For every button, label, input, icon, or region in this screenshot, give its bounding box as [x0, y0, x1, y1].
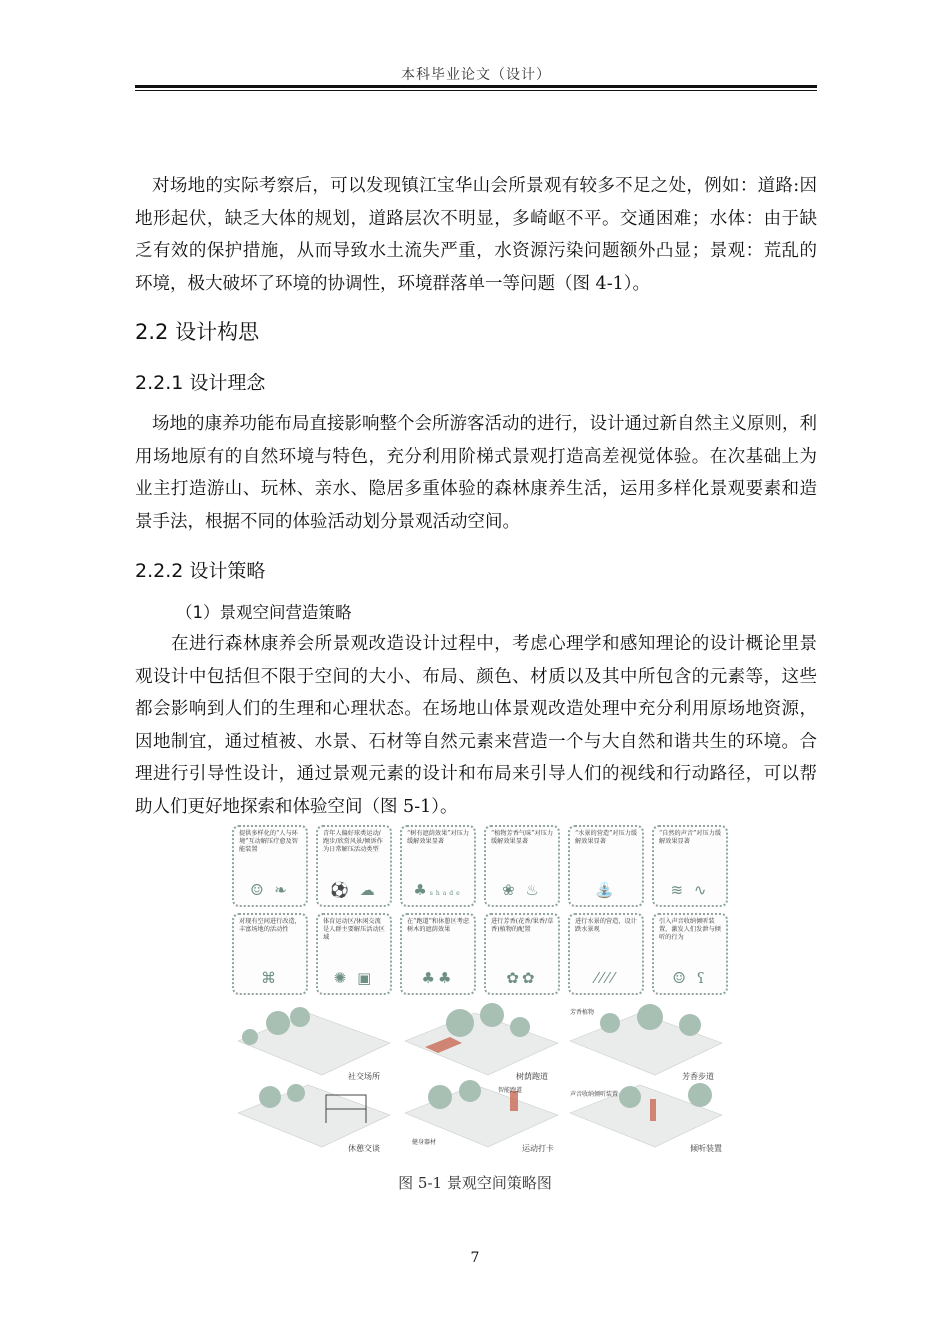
scene-label: 休憩交谈 — [348, 1144, 380, 1153]
scene-label: 树荫跑道 — [516, 1072, 548, 1081]
strategy-card: 体育运动区/休闲交流是人群主要解压活动区域 ✺ ▣ — [316, 913, 392, 995]
strategy-card: 进行水景的营造，设计跌水景观 ⁄⁄⁄⁄ — [568, 913, 644, 995]
strategy-card: 在“跑道”和休憩区考虑树木的遮荫效果 ♣♣ — [400, 913, 476, 995]
trees-icon: ♣♣ — [421, 969, 455, 987]
strategy-card: “自然的声音”对压力缓解效果显著 ≋ ∿ — [652, 825, 728, 907]
tree-shade-icon: ♣shade — [413, 881, 463, 899]
paragraph-design-concept: 场地的康养功能布局直接影响整个会所游客活动的进行，设计通过新自然主义原则，利用场地原有的自然环境与特色，充分利用阶梯式景观打造高差视觉体验。在次基础上为业主打造游山、玩林、亲水、隐居多重体验的森林康养生活，运用多样化景观要素和造景手法，根据不同的体验活动划分景观活动空间。 — [135, 414, 817, 532]
strategy-card: 提供多样化的“人与环境”互动解压疗愈及智能装置 ☺ ❧ — [232, 825, 308, 907]
axonometric-scenes — [230, 1003, 725, 1157]
runner-icon: ⚽ ☁ — [330, 881, 378, 899]
scene-platform — [238, 1013, 390, 1075]
strategy-card: 进行芳香(花香/果香/草香)植物的配置 ✿✿ — [484, 913, 560, 995]
flower-scent-icon: ❀ ♨ — [502, 881, 542, 899]
figure-landscape-strategy — [230, 825, 725, 1157]
strategy-card: 对现有空间进行改造，丰富场地的活动性 ⌘ — [232, 913, 308, 995]
network-icon: ⌘ — [261, 969, 279, 987]
scene-label: 社交场所 — [348, 1072, 380, 1081]
scene-label: 芳香步道 — [682, 1072, 714, 1081]
scene-label: 运动打卡 — [522, 1144, 554, 1153]
strategy-card: “植物芳香气味”对压力缓解效果显著 ❀ ♨ — [484, 825, 560, 907]
scene-label: 倾听装置 — [690, 1144, 722, 1153]
heading-strategy-1: （1）景观空间营造策略 — [176, 603, 352, 622]
heading-2-2-2: 2.2.2 设计策略 — [135, 560, 266, 582]
paragraph-space-strategy: 在进行森林康养会所景观改造设计过程中，考虑心理学和感知理论的设计概论里景观设计中包括但不限于空间的大小、布局、颜色、材质以及其中所包含的元素等，这些都会影响到人们的生理和心理状态。在场地山体景观改造处理中充分利用原场地资源，因地制宜，通过植被、水景、石材等自然元素来营造一个与大自然和谐共生的环境。合理进行引导性设计，通过景观元素的设计和布局来引导人们的视线和行动路径，可以帮助人们更好地探索和体验空间（图 5-1）。 — [135, 634, 817, 817]
strategy-card: “树有遮荫效果”对压力缓解效果显著 ♣shade — [400, 825, 476, 907]
header-rule-thick — [135, 85, 817, 88]
fountain-icon: ⛲ — [595, 881, 617, 899]
header-rule-thin — [135, 90, 817, 91]
running-header: 本科毕业论文（设计） — [401, 67, 551, 83]
heading-2-2: 2.2 设计构思 — [135, 320, 260, 344]
sport-icon: ✺ ▣ — [333, 969, 375, 987]
figure-caption: 图 5-1 景观空间策略图 — [398, 1174, 552, 1192]
strategy-card: 引入声音收纳倾听装置，激发人们发泄与倾听的行为 ☺ ʕ — [652, 913, 728, 995]
paragraph-site-survey: 对场地的实际考察后，可以发现镇江宝华山会所景观有较多不足之处，例如：道路:因地形起伏，缺乏大体的规划，道路层次不明显，多崎岖不平。交通困难；水体：由于缺乏有效的保护措施，从而导致水土流失严重，水资源污染问题额外凸显；景观：荒乱的环境，极大破坏了环境的协调性，环境群落单一等问题（图 4-1）。 — [135, 176, 817, 294]
ear-icon: ☺ ʕ — [672, 969, 708, 987]
plants-icon: ✿✿ — [506, 969, 538, 987]
sound-wave-icon: ≋ ∿ — [670, 881, 710, 899]
scene-tag: 芳香植物 — [570, 1009, 595, 1016]
scene-tag: 声音收纳倾听装置 — [570, 1091, 619, 1098]
rain-icon: ⁄⁄⁄⁄ — [594, 969, 618, 987]
strategy-card: “水景的营造”对压力缓解效果显著 ⛲ — [568, 825, 644, 907]
scene-tag: 智能跑道 — [498, 1087, 523, 1094]
scene-platform — [405, 1013, 558, 1075]
scene-tag: 健身器材 — [412, 1139, 437, 1146]
people-leaf-icon: ☺ ❧ — [250, 881, 290, 899]
page-number: 7 — [470, 1250, 480, 1266]
heading-2-2-1: 2.2.1 设计理念 — [135, 372, 266, 394]
strategy-card: 青年人偏好球类运动/跑步/欣赏风景/倾诉作为日常解压活动类型 ⚽ ☁ — [316, 825, 392, 907]
